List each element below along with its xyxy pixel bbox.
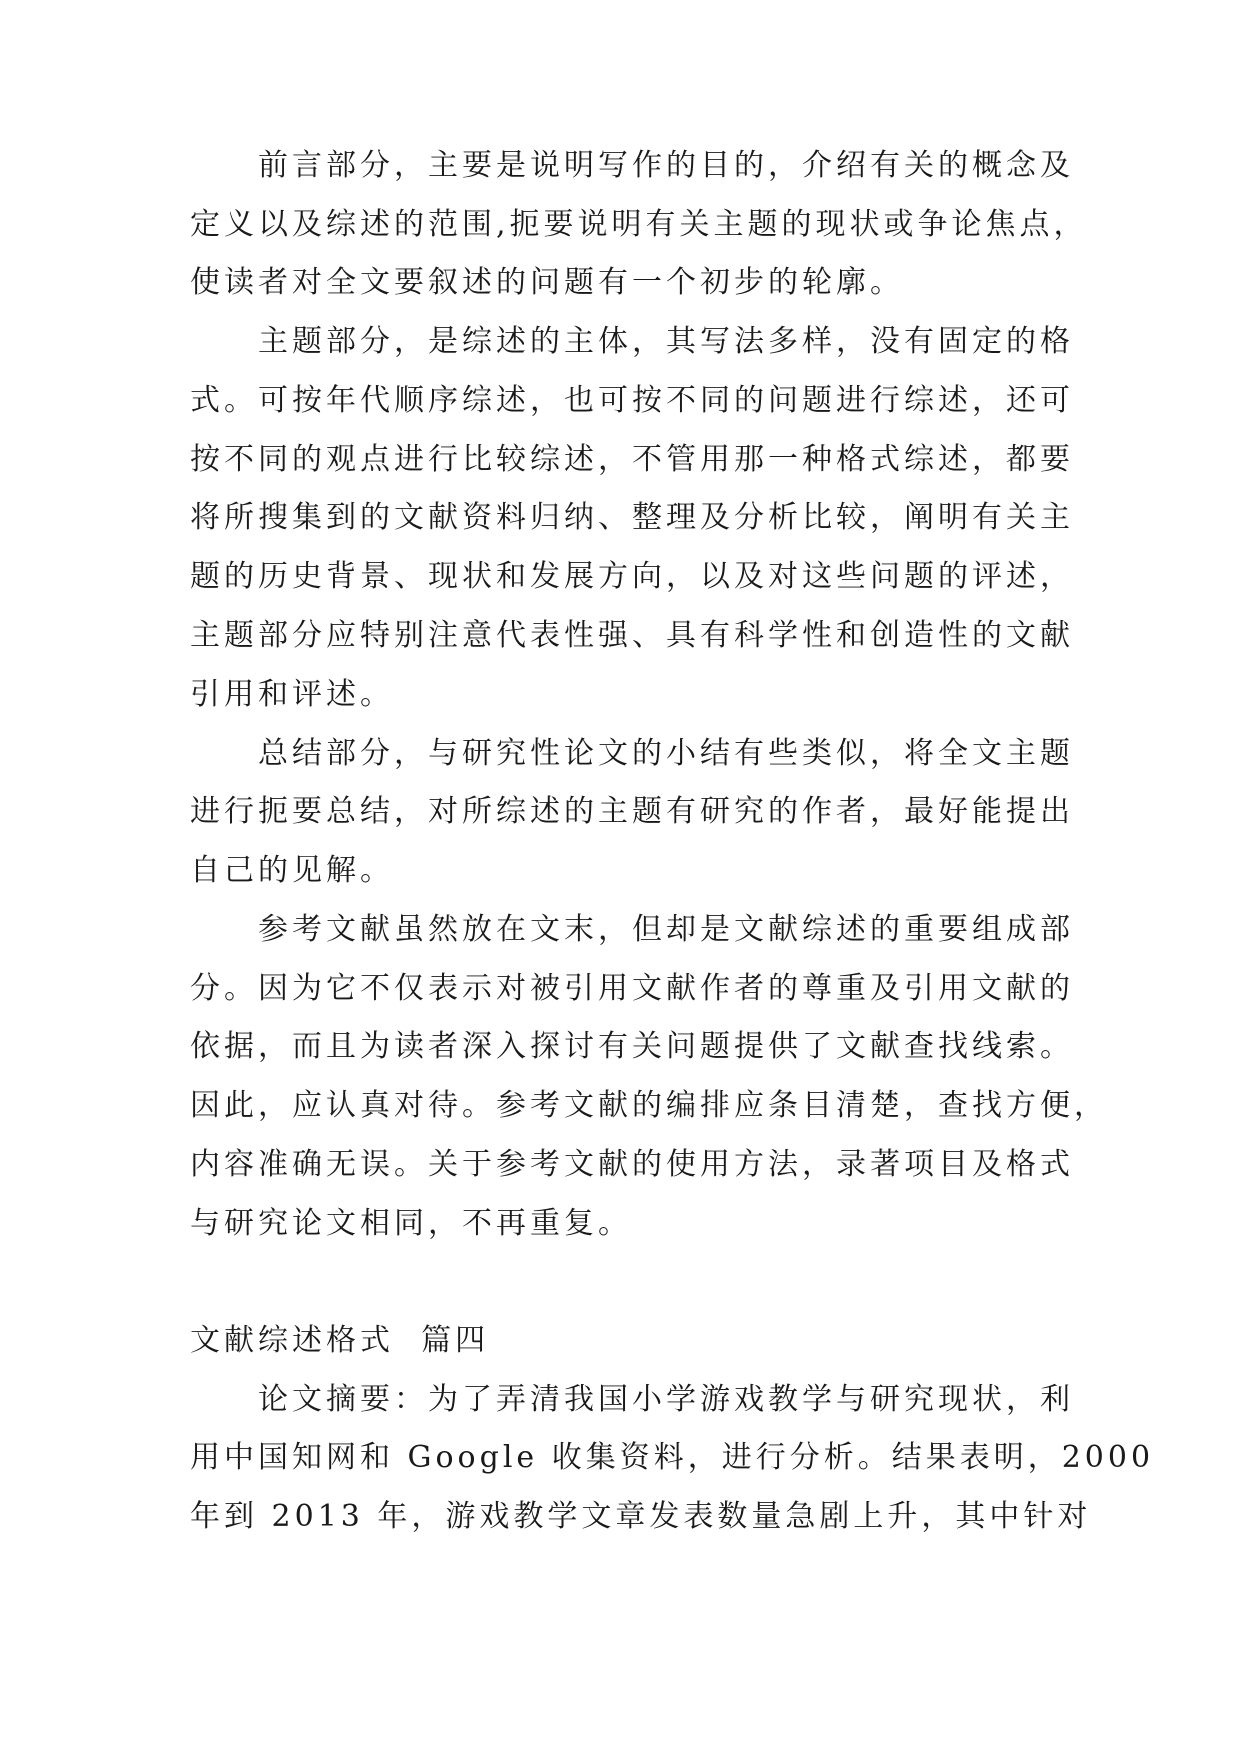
paragraph-line: 参考文献虽然放在文末，但却是文献综述的重要组成部 [258,912,1074,947]
paragraph-line: 定义以及综述的范围,扼要说明有关主题的现状或争论焦点， [190,207,1088,242]
abstract-line: 用中国知网和 Google 收集资料，进行分析。结果表明，2000 [190,1440,1155,1475]
paragraph-line: 依据，而且为读者深入探讨有关问题提供了文献查找线索。 [190,1029,1074,1064]
paragraph-line: 引用和评述。 [190,677,394,712]
paragraph-line: 自己的见解。 [190,853,394,888]
paragraph-line: 进行扼要总结，对所综述的主题有研究的作者，最好能提出 [190,794,1074,829]
paragraph-line: 主题部分，是综述的主体，其写法多样，没有固定的格 [258,324,1074,359]
paragraph-line: 内容准确无误。关于参考文献的使用方法，录著项目及格式 [190,1147,1074,1182]
abstract-line: 年到 2013 年，游戏教学文章发表数量急剧上升，其中针对 [190,1499,1092,1534]
paragraph-line: 按不同的观点进行比较综述，不管用那一种格式综述，都要 [190,442,1074,477]
section-heading: 文献综述格式 篇四 [190,1323,490,1358]
paragraph-line: 总结部分，与研究性论文的小结有些类似，将全文主题 [258,736,1074,771]
paragraph-line: 使读者对全文要叙述的问题有一个初步的轮廓。 [190,265,904,300]
paragraph-line: 前言部分，主要是说明写作的目的，介绍有关的概念及 [258,148,1074,183]
paragraph-line: 因此，应认真对待。参考文献的编排应条目清楚，查找方便， [190,1088,1108,1123]
paragraph-line: 题的历史背景、现状和发展方向，以及对这些问题的评述， [190,559,1074,594]
paragraph-line: 分。因为它不仅表示对被引用文献作者的尊重及引用文献的 [190,971,1074,1006]
paragraph-line: 与研究论文相同，不再重复。 [190,1206,632,1241]
abstract-line: 论文摘要：为了弄清我国小学游戏教学与研究现状，利 [258,1382,1074,1417]
paragraph-line: 主题部分应特别注意代表性强、具有科学性和创造性的文献 [190,618,1074,653]
paragraph-line: 将所搜集到的文献资料归纳、整理及分析比较，阐明有关主 [190,500,1074,535]
paragraph-line: 式。可按年代顺序综述，也可按不同的问题进行综述，还可 [190,383,1074,418]
